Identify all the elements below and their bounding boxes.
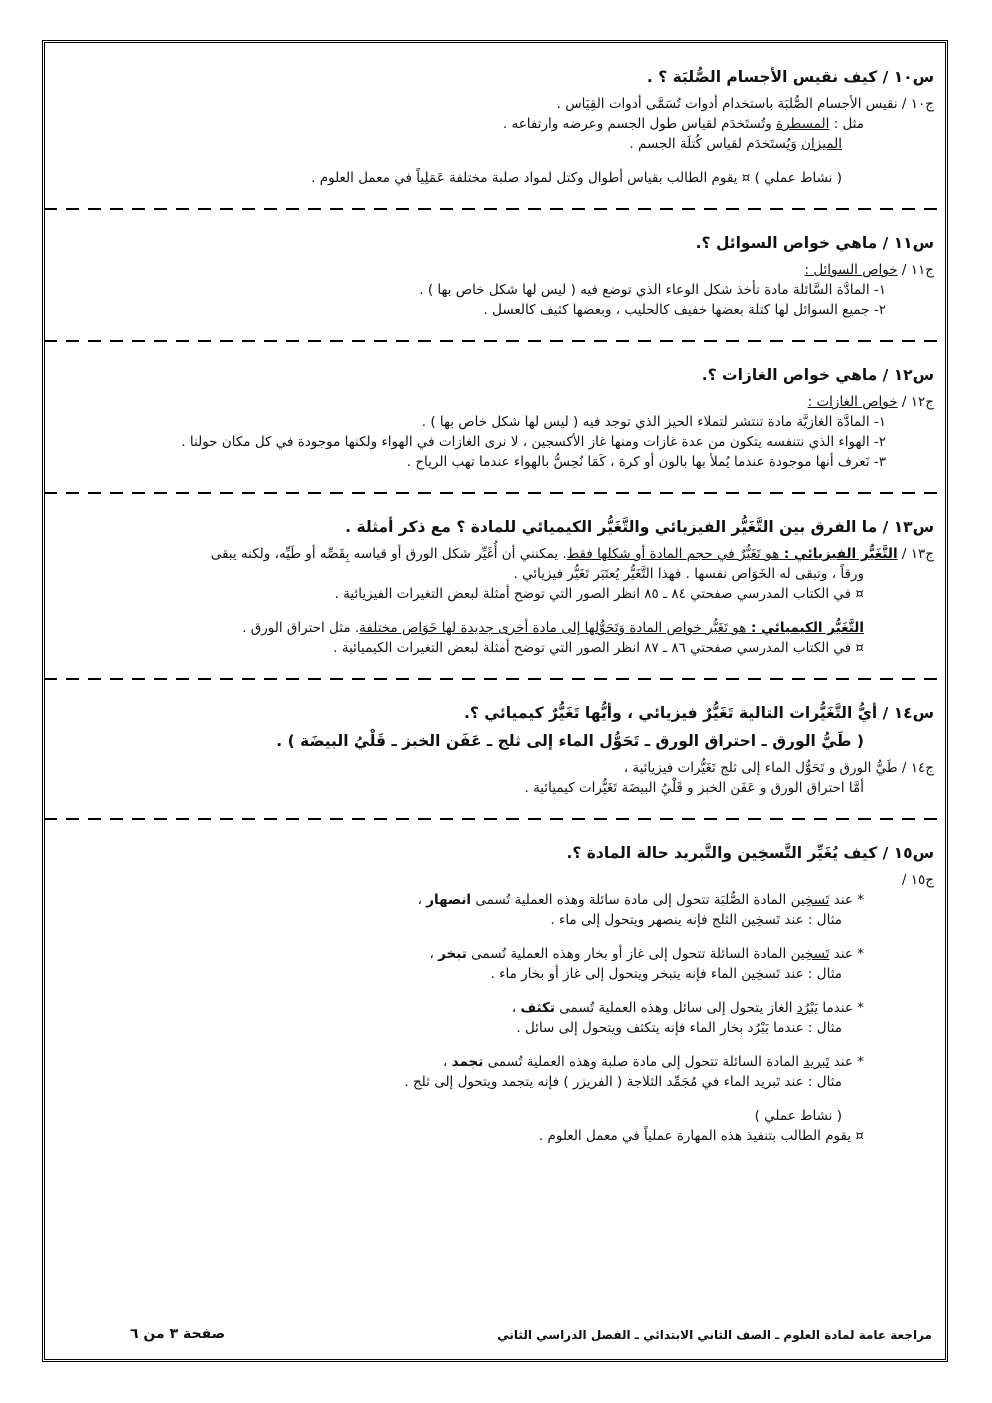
document-body [56,66,934,1146]
page-number: صفحة ٣ من ٦ [130,1326,226,1342]
dashed-separator [44,818,946,820]
question-12-title: س١٢ / ماهي خواص الغازات ؟. [701,366,934,384]
answer-15-freezing: * عند تَبريد المادة السائلة تتحول إلى مادة صلبة وهذه العملية تُسمى تجمد ، [443,1054,864,1070]
activity-10: ( نشاط عملي ) ¤ يقوم الطالب بقياس أطوال وكتل لمواد صلبة مختلفة عَمَلِياً في معمل العلوم . [311,170,842,186]
page-footer [60,1326,932,1348]
answer-15-condensation: * عندما يَبْرُد الغاز يتحول إلى سائل وهذه العملية تُسمى تكثف ، [511,1000,864,1016]
answer-15-melting-example: مثال : عند تَسخِين الثلج فإنه ينصهر ويتحول إلى ماء . [550,912,842,928]
question-11 [56,232,934,320]
question-14-list: ( طَيُّ الورق ـ احتراق الورق ـ تَحَوُّل الماء إلى ثلج ـ عَفَن الخبز ـ قَلْيُ البيضَة ) . [276,732,864,750]
answer-11-point-2: ٢- جميع السوائل لها كتلة بعضها خفيف كالحليب ، وبعضها كثيف كالعسل . [483,302,886,318]
answer-12-heading: ج١٢ / خواص الغازات : [807,394,934,410]
dashed-separator [44,678,946,680]
question-13-title: س١٣ / ما الفرق بين التَّغَيُّر الفيزيائي والتَّغَيُّر الكيميائي للمادة ؟ مع ذكر أمثلة . [345,518,934,536]
answer-15-melting: * عند تَسخِين المادة الصُّلبَة تتحول إلى مادة سائلة وهذه العملية تُسمى انصهار ، [417,892,864,908]
answer-13-physical: ج١٣ / التَّغَيُّر الفيزيائي : هو تَغَيُّرٌ في حجم المادة أو شكلها فقط. يمكنني أن أُغَيِّر شكل الورق أو قياسه بِقَصِّه أو طَيِّه، ولكنه يبقى [210,546,934,562]
answer-13-physical-reference: ¤ في الكتاب المدرسي صفحتي ٨٤ ـ ٨٥ انظر الصور التي توضح أمثلة لبعض التغيرات الفيزيائية . [334,586,864,602]
answer-15-condensation-example: مثال : عندما يَبْرُد بخار الماء فإنه يتكثف ويتحول إلى سائل . [516,1020,842,1036]
question-15-title: س١٥ / كيف يُغَيِّر التَّسخِين والتَّبريد حالة المادة ؟. [566,844,934,862]
answer-11-heading: ج١١ / خواص السوائل : [804,262,934,278]
answer-10-example-2: الميزان وَيُستَخدَم لقياس كُتلَة الجسم . [629,136,842,152]
answer-11-point-1: ١- المادَّة السَّائلة مادة تأخذ شكل الوعاء الذي توضع فيه ( ليس لها شكل خاص بها ) . [419,282,886,298]
answer-15-label: ج١٥ / [901,872,934,888]
answer-12-point-3: ٣- نَعرف أنها موجودة عندما يُملأ بها بالون أو كرة ، كَمَا نُحِسُّ بالهواء عندما تهب الرياح . [406,454,886,470]
dashed-separator [44,492,946,494]
activity-15: ¤ يقوم الطالب بتنفيذ هذه المهارة عملياً في معمل العلوم . [538,1128,864,1144]
term-scale: الميزان [801,136,842,152]
answer-15-evaporation: * عند تَسخِين المادة السائلة تتحول إلى غاز أو بخار وهذه العملية تُسمى تبخر ، [429,946,864,962]
answer-12-point-1: ١- المادَّة الغازيَّة مادة تنتشر لتملاء الحيز الذي توجد فيه ( ليس لها شكل خاص بها ) . [421,414,886,430]
answer-14-line-1: ج١٤ / طَيُّ الورق و تَحَوُّل الماء إلى ثلج تَغَيُّرات فيزيائية ، [623,760,934,776]
answer-10: ج١٠ / نقيس الأجسام الصُّلبَة باستخدام أدوات تُسَمَّى أدوات القِيَاس . [556,96,934,112]
answer-10-example-1: مثل : المسطرة وتُستَخدَم لقياس طول الجسم وعرضه وارتفاعه . [502,116,864,132]
term-ruler: المسطرة [776,116,830,132]
answer-13-chemical-reference: ¤ في الكتاب المدرسي صفحتي ٨٦ ـ ٨٧ انظر الصور التي توضح أمثلة لبعض التغيرات الكيميائية . [333,640,864,656]
footer-title: مراجعة عامة لمادة العلوم ـ الصف الثاني الابتدائي ـ الفصل الدراسي الثاني [497,1328,932,1342]
dashed-separator [44,340,946,342]
answer-15-evaporation-example: مثال : عند تَسخِين الماء فإنه يتبخر ويتحول إلى غاز أو بخار ماء . [490,966,842,982]
answer-13-chemical: التَّغَيُّر الكيميائي : هو تَغَيُّر خواص المادة وَتَحَوُّلها إلى مادة أخرى جديدة لها خَوَاص مختلفة. مثل احتراق الورق . [242,620,864,636]
dashed-separator [44,208,946,210]
question-10-title: س١٠ / كيف نقيس الأجسام الصُّلبَة ؟ . [646,68,934,86]
question-15 [56,842,934,1146]
answer-12-point-2: ٢- الهواء الذي نتنفسه يتكون من عدة غازات ومنها غاز الأكسجين ، لا نرى الغازات في الهواء ولكنها موجودة في كل مكان حولنا . [181,434,886,450]
question-12 [56,364,934,472]
answer-14-line-2: أمَّا احتراق الورق و عَفَن الخبز و قَلْيُ البيضَة تَغَيُّرات كيميائية . [524,780,864,796]
activity-15-label: ( نشاط عملي ) [754,1108,842,1124]
question-14 [56,702,934,798]
question-11-title: س١١ / ماهي خواص السوائل ؟. [695,234,934,252]
question-14-title: س١٤ / أيُّ التَّغَيُّرات التالية تَغَيُّرٌ فيزيائي ، وأيُّها تَغَيُّرٌ كيميائي ؟. [463,704,934,722]
answer-15-freezing-example: مثال : عند تَبريد الماء في مُجَمِّد الثلاجة ( الفريزر ) فإنه يتجمد ويتحول إلى ثلج . [404,1074,842,1090]
answer-13-physical-line-2: ورقاً ، وتبقى له الخَوَاص نفسها . فهذا التَّغَيُّر يُعتَبَر تَغَيُّر فيزيائي . [513,566,864,582]
question-13 [56,516,934,658]
question-10 [56,66,934,188]
